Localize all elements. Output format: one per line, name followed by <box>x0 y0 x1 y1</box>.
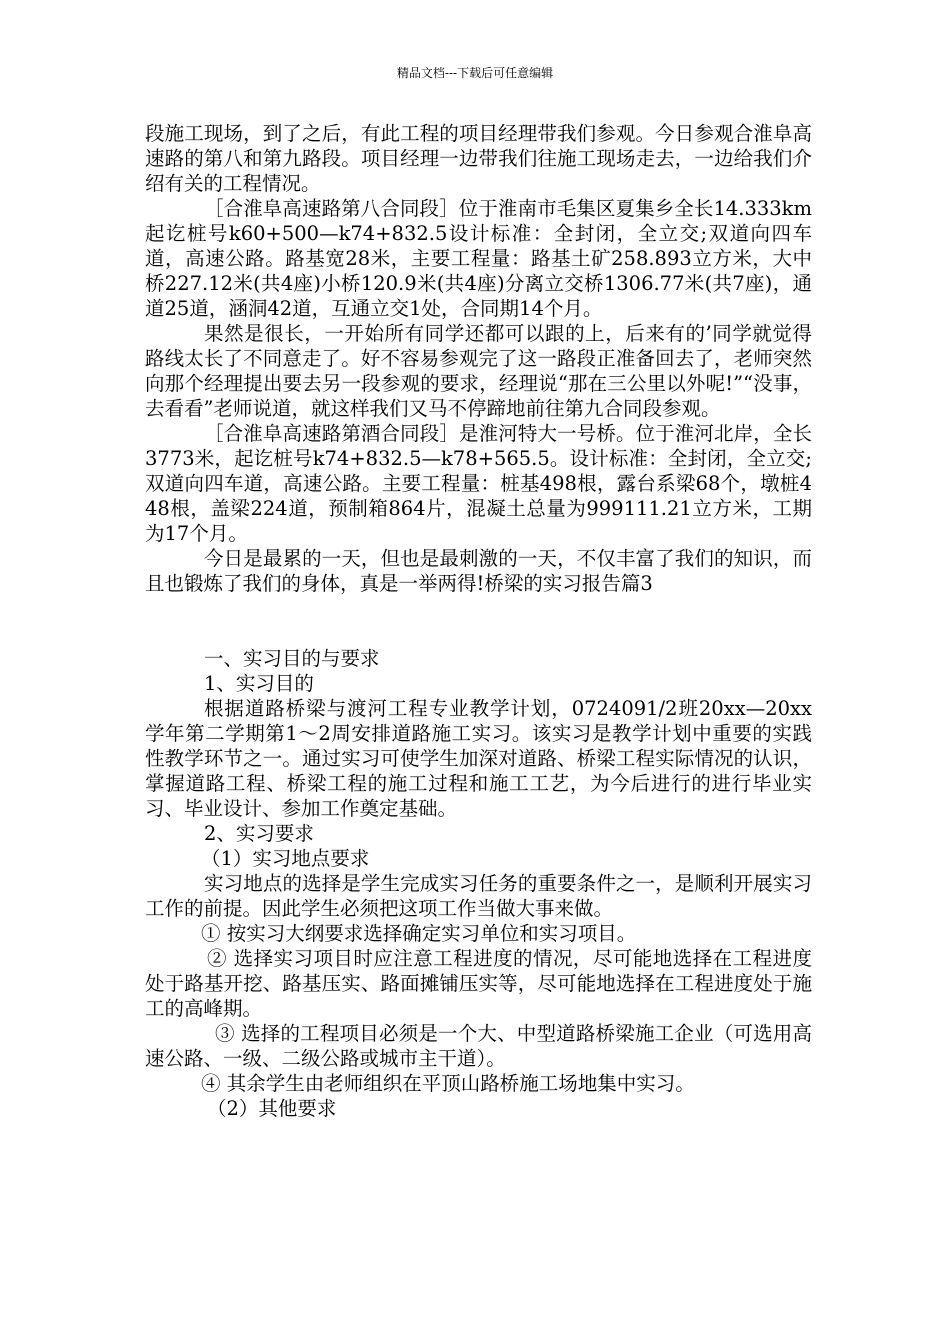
paragraph-location: 实习地点的选择是学生完成实习任务的重要条件之一，是顺利开展实习工作的前提。因此学生必须把这项工作当做大事来做。 <box>145 872 812 920</box>
heading-purpose-requirements: 一、实习目的与要求 <box>204 647 380 670</box>
heading-location-requirements: （1）实习地点要求 <box>201 847 370 870</box>
paragraph-section-8: ［合淮阜高速路第八合同段］位于淮南市毛集区夏集乡全长14.333km起讫桩号k60+500—k74+832.5设计标准：全封闭，全立交;双道向四车道，高速公路。路基宽28米，主要工程量：路基土矿258.893立方米，大中桥227.12米(共4座)小桥120.9米(共4座)分离立交桥1306.77米(共7座)，通道25道，涵洞42道，互通立交1处，合同期14个月。 <box>145 197 812 320</box>
paragraph-purpose: 根据道路桥梁与渡河工程专业教学计划，0724091/2班20xx—20xx学年第二学期第1～2周安排道路施工实习。该实习是教学计划中重要的实践性教学环节之一。通过实习可使学生加深对道路、桥梁工程实际情况的认识，掌握道路工程、桥梁工程的施工过程和施工工艺，为今后进行的进行毕业实习、毕业设计、参加工作奠定基础。 <box>145 697 812 820</box>
heading-other-requirements: （2）其他要求 <box>207 1097 337 1120</box>
paragraph-conclusion: 今日是最累的一天，但也是最刺激的一天，不仅丰富了我们的知识，而且也锻炼了我们的身体，真是一举两得!桥梁的实习报告篇3 <box>145 547 812 595</box>
paragraph-section-9: ［合淮阜高速路第酒合同段］是淮河特大一号桥。位于淮河北岸，全长3773米，起讫桩号k74+832.5—k78+565.5。设计标准：全封闭，全立交;双道向四车道，高速公路。主要工程量：桩基498根，露台系梁68个，墩桩448根，盖梁224道，预制箱864片，混凝土总量为999111.21立方米，工期为17个月。 <box>145 422 812 545</box>
list-item-1: ① 按实习大纲要求选择确定实习单位和实习项目。 <box>201 922 637 945</box>
paragraph-intro: 段施工现场，到了之后，有此工程的项目经理带我们参观。今日参观合淮阜高速路的第八和第九路段。项目经理一边带我们往施工现场走去，一边给我们介绍有关的工程情况。 <box>145 122 812 195</box>
list-item-3: ③ 选择的工程项目必须是一个大、中型道路桥梁施工企业（可选用高速公路、一级、二级公路或城市主干道）。 <box>145 1022 812 1070</box>
page-header: 精品文档---下载后可任意编辑 <box>396 66 554 80</box>
list-item-4: ④ 其余学生由老师组织在平顶山路桥施工场地集中实习。 <box>201 1072 695 1095</box>
heading-purpose: 1、实习目的 <box>204 672 314 695</box>
list-item-2: ② 选择实习项目时应注意工程进度的情况，尽可能地选择在工程进度处于路基开挖、路基压实、路面摊铺压实等，尽可能地选择在工程进度处于施工的高峰期。 <box>145 947 812 1020</box>
document-body <box>145 121 812 1121</box>
blank-space <box>145 596 812 646</box>
heading-requirements: 2、实习要求 <box>204 822 314 845</box>
paragraph-walk: 果然是很长，一开始所有同学还都可以跟的上，后来有的’同学就觉得路线太长了不同意走了。好不容易参观完了这一路段正准备回去了，老师突然向那个经理提出要去另一段参观的要求，经理说“那在三公里以外呢!”“没事，去看看”老师说道，就这样我们又马不停蹄地前往第九合同段参观。 <box>145 322 812 420</box>
